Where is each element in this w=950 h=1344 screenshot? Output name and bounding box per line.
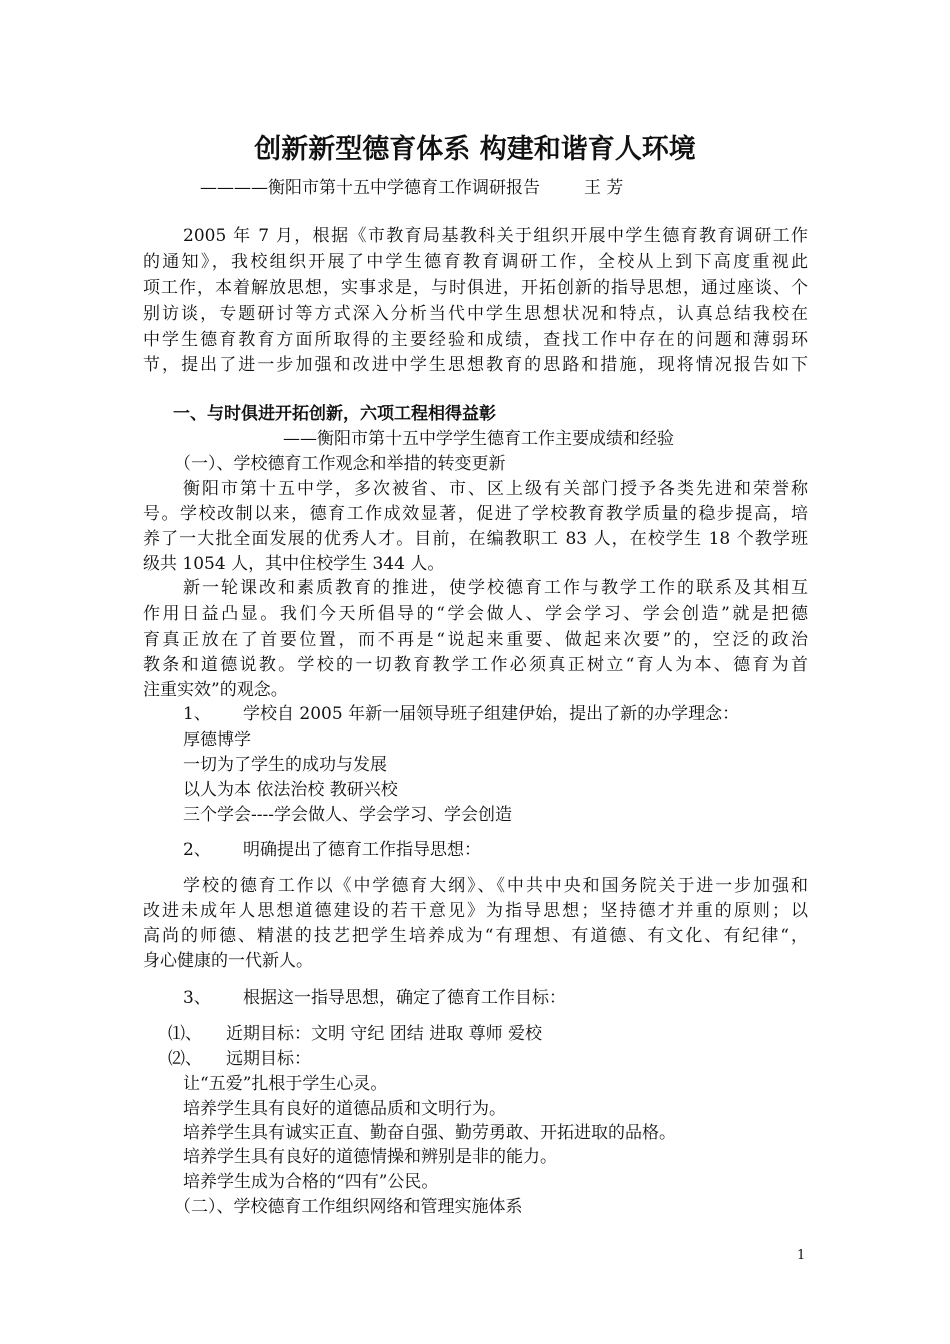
goal-text: 远期目标：: [226, 1049, 311, 1069]
paragraph-line: 新一轮课改和素质教育的推进，使学校德育工作与教学工作的联系及其相互: [183, 578, 808, 598]
paragraph-line: 号。学校改制以来，德育工作成效显著，促进了学校教育教学质量的稳步提高，培: [143, 504, 808, 524]
goal-number: ⑵、: [168, 1049, 202, 1069]
philosophy-line: 以人为本 依法治校 教研兴校: [183, 780, 398, 800]
paragraph-line: 学校的德育工作以《中学德育大纲》、《中共中央和国务院关于进一步加强和: [183, 876, 808, 896]
paragraph-line: 衡阳市第十五中学，多次被省、市、区上级有关部门授予各类先进和荣誉称: [183, 479, 808, 499]
paragraph-line: 身心健康的一代新人。: [143, 951, 313, 971]
subtitle-text: ————衡阳市第十五中学德育工作调研报告: [200, 178, 540, 198]
numbered-item: [183, 985, 848, 1011]
item-number: 3、: [183, 988, 211, 1008]
intro-line: 别访谈，专题研讨等方式深入分析当代中学生思想状况和特点，认真总结我校在: [143, 304, 808, 324]
item-text: 学校自 2005 年新一届领导班子组建伊始，提出了新的办学理念：: [243, 704, 740, 724]
paragraph-line: 级共 1054 人，其中住校学生 344 人。: [143, 554, 445, 574]
page-number: 1: [797, 1248, 806, 1263]
philosophy-line: 一切为了学生的成功与发展: [183, 755, 387, 775]
subsection-heading: （一）、学校德育工作观念和举措的转变更新: [174, 454, 506, 474]
numbered-item: [183, 837, 848, 863]
paragraph-line: 注重实效”的观念。: [143, 680, 288, 700]
author-name: 王 芳: [584, 178, 624, 198]
document-subtitle: [200, 176, 623, 200]
paragraph-line: 高尚的师德、精湛的技艺把学生培养成为“有理想、有道德、有文化、有纪律“，: [143, 926, 808, 946]
goal-item: [168, 1021, 833, 1047]
item-text: 明确提出了德育工作指导思想：: [243, 840, 481, 860]
section-heading: 一、与时俱进开拓创新，六项工程相得益彰: [173, 404, 496, 424]
intro-line: 节，提出了进一步加强和改进中学生思想教育的思路和措施，现将情况报告如下: [143, 355, 808, 375]
item-text: 根据这一指导思想，确定了德育工作目标：: [243, 988, 566, 1008]
paragraph-line: 改进未成年人思想道德建设的若干意见》为指导思想；坚持德才并重的原则；以: [143, 901, 808, 921]
goal-item: [168, 1046, 833, 1072]
subsection-heading: （二）、学校德育工作组织网络和管理实施体系: [174, 1197, 523, 1217]
philosophy-line: 三个学会----学会做人、学会学习、学会创造: [183, 805, 512, 825]
goal-line: 培养学生成为合格的“四有”公民。: [183, 1172, 439, 1192]
goal-line: 让“五爱”扎根于学生心灵。: [183, 1074, 388, 1094]
intro-line: 中学生德育教育方面所取得的主要经验和成绩，查找工作中存在的问题和薄弱环: [143, 330, 808, 350]
document-title: 创新新型德育体系 构建和谐育人环境: [254, 134, 696, 165]
item-number: 1、: [183, 704, 211, 724]
section-subheading: ——衡阳市第十五中学学生德育工作主要成绩和经验: [283, 429, 674, 449]
goal-line: 培养学生具有良好的道德情操和辨别是非的能力。: [183, 1147, 557, 1167]
paragraph-line: 养了一大批全面发展的优秀人才。目前，在编教职工 83 人，在校学生 18 个教学班: [143, 529, 808, 549]
goal-number: ⑴、: [168, 1024, 202, 1044]
numbered-item: [183, 701, 848, 727]
goal-line: 培养学生具有诚实正直、勤奋自强、勤劳勇敢、开拓进取的品格。: [183, 1123, 676, 1143]
intro-line: 的通知》，我校组织开展了中学生德育教育调研工作，全校从上到下高度重视此: [143, 252, 808, 272]
goal-line: 培养学生具有良好的道德品质和文明行为。: [183, 1099, 506, 1119]
philosophy-line: 厚德博学: [183, 730, 251, 750]
paragraph-line: 育真正放在了首要位置，而不再是“说起来重要、做起来次要”的，空泛的政治: [143, 630, 808, 650]
item-number: 2、: [183, 840, 211, 860]
intro-line: 项工作，本着解放思想，实事求是，与时俱进，开拓创新的指导思想，通过座谈、个: [143, 278, 808, 298]
goal-text: 近期目标：文明 守纪 团结 进取 尊师 爱校: [226, 1024, 543, 1044]
paragraph-line: 作用日益凸显。我们今天所倡导的“学会做人、学会学习、学会创造”就是把德: [143, 604, 808, 624]
intro-line: 2005 年 7 月，根据《市教育局基教科关于组织开展中学生德育教育调研工作: [183, 226, 808, 246]
paragraph-line: 教条和道德说教。学校的一切教育教学工作必须真正树立“育人为本、德育为首: [143, 655, 808, 675]
